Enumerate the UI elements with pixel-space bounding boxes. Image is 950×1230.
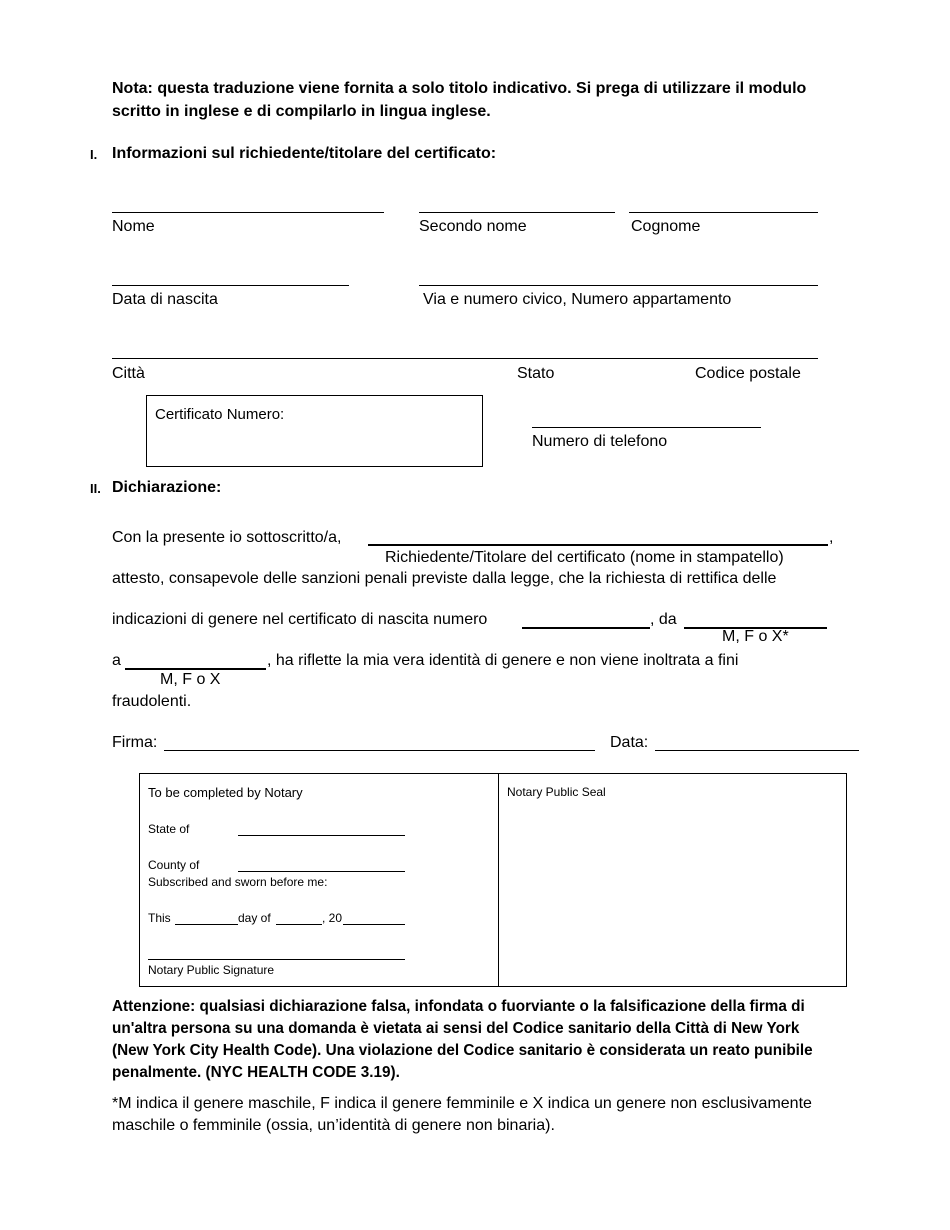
declaration-line-5: fraudolenti. — [112, 693, 192, 710]
state-label: Stato — [517, 365, 555, 382]
last-name-field[interactable] — [629, 212, 818, 213]
notary-seal-label: Notary Public Seal — [507, 785, 606, 799]
middle-name-field[interactable] — [419, 212, 615, 213]
dob-field[interactable] — [112, 285, 349, 286]
notary-year-prefix: , 20 — [322, 911, 343, 925]
notary-this-label: This — [148, 911, 171, 925]
city-state-zip-field[interactable] — [112, 358, 818, 359]
notary-heading: To be completed by Notary — [148, 785, 303, 800]
warning-line-2: un'altra persona su una domanda è vietata ai sensi del Codice sanitario della Città di New York — [112, 1020, 800, 1037]
section-2-title: Dichiarazione: — [112, 479, 222, 496]
notary-signature-label: Notary Public Signature — [148, 963, 275, 977]
note-line-2: scritto in inglese e di compilarlo in lingua inglese. — [112, 103, 491, 120]
declaration-to: a — [112, 652, 121, 669]
section-1-numeral: I. — [90, 147, 98, 162]
section-1-title: Informazioni sul richiedente/titolare del certificato: — [112, 145, 497, 162]
dob-label: Data di nascita — [112, 291, 218, 308]
declaration-line-3: indicazioni di genere nel certificato di nascita numero — [112, 611, 488, 628]
notary-divider — [498, 774, 499, 986]
declaration-line-1: Con la presente io sottoscritto/a, — [112, 529, 342, 546]
declaration-line-4: , ha riflette la mia vera identità di genere e non viene inoltrata a fini — [267, 652, 739, 669]
first-name-field[interactable] — [112, 212, 384, 213]
first-name-label: Nome — [112, 218, 155, 235]
footnote-line-2: maschile o femminile (ossia, un’identità di genere non binaria). — [112, 1117, 555, 1134]
signature-field[interactable] — [164, 750, 595, 751]
warning-line-4: penalmente. (NYC HEALTH CODE 3.19). — [112, 1064, 400, 1081]
warning-line-3: (New York City Health Code). Una violazione del Codice sanitario è considerata un reato punibile — [112, 1042, 813, 1059]
phone-label: Numero di telefono — [532, 433, 668, 450]
certificate-number-label: Certificato Numero: — [155, 406, 285, 423]
street-field[interactable] — [419, 285, 818, 286]
certificate-number-box[interactable] — [146, 395, 483, 467]
gender-to-caption: M, F o X — [160, 671, 221, 688]
notary-signature-field[interactable] — [148, 959, 405, 960]
notary-day-of-label: day of — [238, 911, 271, 925]
signature-label: Firma: — [112, 734, 158, 751]
last-name-label: Cognome — [631, 218, 701, 235]
declaration-from: , da — [650, 611, 677, 628]
zip-label: Codice postale — [695, 365, 801, 382]
applicant-name-field[interactable] — [368, 544, 828, 546]
declaration-line-2: attesto, consapevole delle sanzioni penali previste dalla legge, che la richiesta di rettifica delle — [112, 570, 777, 587]
gender-to-field[interactable] — [125, 668, 266, 670]
notary-month-field[interactable] — [276, 924, 322, 925]
city-label: Città — [112, 365, 145, 382]
declaration-comma: , — [829, 529, 834, 546]
phone-field[interactable] — [532, 427, 761, 428]
note-line-1: Nota: questa traduzione viene fornita a solo titolo indicativo. Si prega di utilizzare il modulo — [112, 80, 807, 97]
notary-state-field[interactable] — [238, 835, 405, 836]
notary-box — [139, 773, 847, 987]
notary-county-label: County of — [148, 858, 200, 872]
birth-certificate-number-field[interactable] — [522, 627, 650, 629]
applicant-name-caption: Richiedente/Titolare del certificato (nome in stampatello) — [385, 549, 784, 566]
warning-line-1: Attenzione: qualsiasi dichiarazione falsa, infondata o fuorviante o la falsificazione della firma di — [112, 998, 805, 1015]
notary-county-field[interactable] — [238, 871, 405, 872]
middle-name-label: Secondo nome — [419, 218, 527, 235]
date-field[interactable] — [655, 750, 859, 751]
footnote-line-1: *M indica il genere maschile, F indica il genere femminile e X indica un genere non esclusivamente — [112, 1095, 812, 1112]
street-label: Via e numero civico, Numero appartamento — [423, 291, 732, 308]
notary-year-field[interactable] — [343, 924, 405, 925]
gender-from-caption: M, F o X* — [722, 628, 789, 645]
notary-subscribed: Subscribed and sworn before me: — [148, 875, 328, 889]
notary-state-label: State of — [148, 822, 190, 836]
section-2-numeral: II. — [90, 481, 101, 496]
date-label: Data: — [610, 734, 649, 751]
notary-day-field[interactable] — [175, 924, 238, 925]
